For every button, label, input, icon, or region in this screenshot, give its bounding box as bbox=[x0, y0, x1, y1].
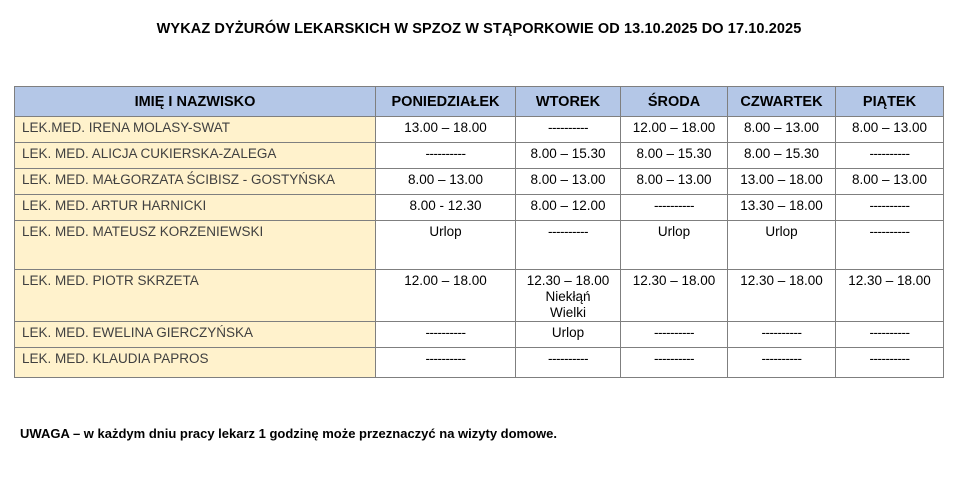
tuesday-location-line1: Niekłąń bbox=[545, 289, 591, 304]
thursday-hours: 8.00 – 15.30 bbox=[728, 143, 836, 169]
monday-hours: 12.00 – 18.00 bbox=[376, 270, 516, 322]
friday-hours: ---------- bbox=[836, 348, 944, 378]
table-row bbox=[15, 348, 944, 378]
header-friday: PIĄTEK bbox=[836, 87, 944, 117]
thursday-hours: 13.30 – 18.00 bbox=[728, 195, 836, 221]
doctor-name: LEK. MED. MATEUSZ KORZENIEWSKI bbox=[15, 221, 376, 270]
wednesday-hours: ---------- bbox=[621, 322, 728, 348]
note-text: UWAGA – w każdym dniu pracy lekarz 1 godzinę może przeznaczyć na wizyty domowe. bbox=[20, 426, 557, 441]
table-header-row bbox=[15, 87, 944, 117]
tuesday-hours: 8.00 – 13.00 bbox=[516, 169, 621, 195]
wednesday-hours: 12.00 – 18.00 bbox=[621, 117, 728, 143]
friday-hours: 8.00 – 13.00 bbox=[836, 117, 944, 143]
monday-hours: 8.00 – 13.00 bbox=[376, 169, 516, 195]
friday-hours: 12.30 – 18.00 bbox=[836, 270, 944, 322]
header-thursday: CZWARTEK bbox=[728, 87, 836, 117]
doctor-name: LEK. MED. ARTUR HARNICKI bbox=[15, 195, 376, 221]
tuesday-hours: 8.00 – 12.00 bbox=[516, 195, 621, 221]
tuesday-hours: ---------- bbox=[516, 348, 621, 378]
tuesday-hours-time: 12.30 – 18.00 bbox=[526, 273, 610, 288]
thursday-hours: 13.00 – 18.00 bbox=[728, 169, 836, 195]
wednesday-hours: ---------- bbox=[621, 348, 728, 378]
table-row bbox=[15, 195, 944, 221]
wednesday-hours: 8.00 – 13.00 bbox=[621, 169, 728, 195]
tuesday-hours: Urlop bbox=[516, 322, 621, 348]
wednesday-hours: ---------- bbox=[621, 195, 728, 221]
thursday-hours: 12.30 – 18.00 bbox=[728, 270, 836, 322]
doctor-name: LEK. MED. ALICJA CUKIERSKA-ZALEGA bbox=[15, 143, 376, 169]
doctor-name: LEK.MED. IRENA MOLASY-SWAT bbox=[15, 117, 376, 143]
monday-hours: 8.00 - 12.30 bbox=[376, 195, 516, 221]
wednesday-hours: 8.00 – 15.30 bbox=[621, 143, 728, 169]
thursday-hours: ---------- bbox=[728, 348, 836, 378]
thursday-hours: 8.00 – 13.00 bbox=[728, 117, 836, 143]
friday-hours: ---------- bbox=[836, 322, 944, 348]
tuesday-location-line2: Wielki bbox=[550, 305, 586, 320]
doctor-name: LEK. MED. KLAUDIA PAPROS bbox=[15, 348, 376, 378]
doctor-name: LEK. MED. PIOTR SKRZETA bbox=[15, 270, 376, 322]
tuesday-hours: 8.00 – 15.30 bbox=[516, 143, 621, 169]
duty-schedule-table bbox=[14, 86, 944, 378]
monday-hours: ---------- bbox=[376, 322, 516, 348]
tuesday-hours: ---------- bbox=[516, 117, 621, 143]
table-row bbox=[15, 169, 944, 195]
doctor-name: LEK. MED. EWELINA GIERCZYŃSKA bbox=[15, 322, 376, 348]
thursday-hours: ---------- bbox=[728, 322, 836, 348]
monday-hours: ---------- bbox=[376, 348, 516, 378]
header-monday: PONIEDZIAŁEK bbox=[376, 87, 516, 117]
doctor-name: LEK. MED. MAŁGORZATA ŚCIBISZ - GOSTYŃSKA bbox=[15, 169, 376, 195]
friday-hours: ---------- bbox=[836, 221, 944, 270]
friday-hours: 8.00 – 13.00 bbox=[836, 169, 944, 195]
header-tuesday: WTOREK bbox=[516, 87, 621, 117]
monday-hours: 13.00 – 18.00 bbox=[376, 117, 516, 143]
tuesday-hours bbox=[516, 270, 621, 322]
monday-hours: Urlop bbox=[376, 221, 516, 270]
wednesday-hours: Urlop bbox=[621, 221, 728, 270]
monday-hours: ---------- bbox=[376, 143, 516, 169]
friday-hours: ---------- bbox=[836, 143, 944, 169]
friday-hours: ---------- bbox=[836, 195, 944, 221]
page-title: WYKAZ DYŻURÓW LEKARSKICH W SPZOZ W STĄPORKOWIE OD 13.10.2025 DO 17.10.2025 bbox=[156, 21, 802, 37]
table-row bbox=[15, 322, 944, 348]
header-name: IMIĘ I NAZWISKO bbox=[15, 87, 376, 117]
thursday-hours: Urlop bbox=[728, 221, 836, 270]
table-row bbox=[15, 143, 944, 169]
table-row bbox=[15, 270, 944, 322]
tuesday-hours: ---------- bbox=[516, 221, 621, 270]
header-wednesday: ŚRODA bbox=[621, 87, 728, 117]
wednesday-hours: 12.30 – 18.00 bbox=[621, 270, 728, 322]
table-row bbox=[15, 221, 944, 270]
table-row bbox=[15, 117, 944, 143]
